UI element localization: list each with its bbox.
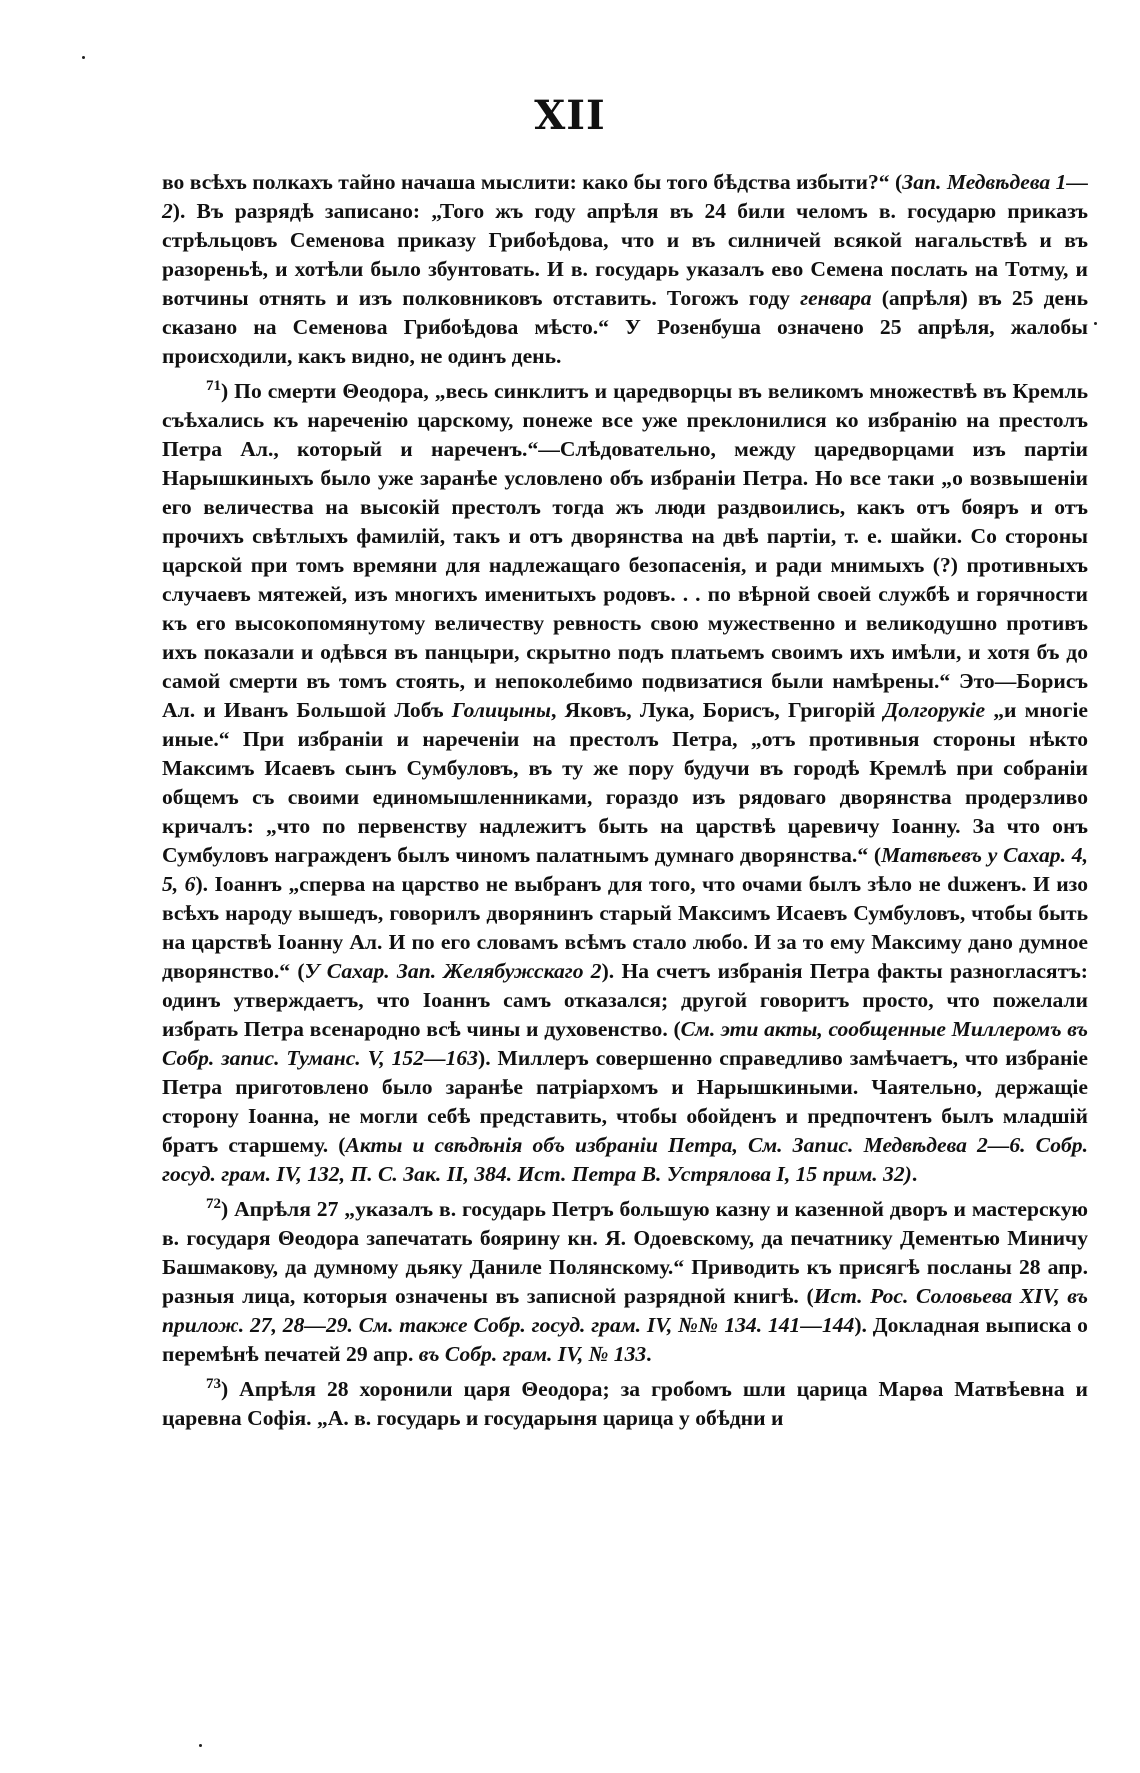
body-text: ). Въ разрядѣ записано: „Того жъ году апрѣля въ 24 били челомъ в. государю приказъ стрѣльцовъ Семенова приказу Грибоѣдова, что и въ силничей всякой нагальствѣ и въ разореньѣ, и хотѣли было збунтовать. И в. государь указалъ ево Семена послать на Тотму, и вотчины отнять и изъ полковниковъ отставить. Тогожъ году — [162, 199, 1088, 310]
body-text: . — [646, 1342, 652, 1366]
citation-text: Зап. Медвѣдева 1—2 — [162, 170, 1088, 223]
body-text: Апрѣля 27 „указалъ в. государь Петръ большую казну и казенной дворъ и мастерскую в. государя Θеодора запечатать боярину кн. Я. Одоевскому, да печатнику Дементью Миничу Башмакову, да думному дьяку Даниле Полянскому.“ Приводить къ присягѣ посланы 28 апр. разныя лица, которыя означены въ записной разрядной книгѣ. ( — [162, 1197, 1088, 1308]
text-paragraph — [162, 168, 1088, 371]
footnote-paren: ) — [221, 379, 229, 403]
body-text: ). Миллеръ совершенно справедливо замѣчаетъ, что избраніе Петра приготовлено было заранѣе патріархомъ и Нарышкиными. Чаятельно, держащіе сторону Іоанна, не могли себѣ представить, чтобы обойденъ и предпочтенъ былъ младшій братъ старшему. ( — [162, 1046, 1089, 1157]
citation-text: Акты и свѣдѣнія объ избраніи Петра, См. Запис. Медвѣдева 2—6. Собр. госуд. грам. IV, 132, П. С. Зак. II, 384. Ист. Петра В. Устрялова I, 15 прим. 32) — [162, 1133, 1088, 1186]
margin-speck — [82, 56, 85, 59]
footnote-number: 72 — [206, 1195, 221, 1212]
body-text: ). Іоаннъ „сперва на царство не выбранъ для того, что очами былъ зѣло не duженъ. И изо всѣхъ народу вышедъ, говорилъ дворянинъ старый Максимъ Исаевъ Сумбуловъ, чтобы быть на царствѣ Іоанну Ал. И по его словамъ всѣмъ стало любо. И за то ему Максиму дано думное дворянство.“ ( — [162, 872, 1088, 983]
citation-text: Долгорукіе — [883, 698, 986, 722]
body-text: ). Докладная выписка о перемѣнѣ печатей 29 апр. — [162, 1313, 1088, 1366]
page-number: XII — [534, 92, 606, 139]
footnote-number: 71 — [206, 377, 221, 394]
citation-text: генвара — [800, 286, 872, 310]
body-text: (апрѣля) въ 25 день сказано на Семенова Грибоѣдова мѣсто.“ У Розенбуша означено 25 апрѣля, жалобы происходили, какъ видно, не одинъ день. — [162, 286, 1088, 368]
footnote-paragraph — [162, 1195, 1088, 1369]
body-text: во всѣхъ полкахъ тайно начаша мыслити: како бы того бѣдства избыти?“ ( — [162, 170, 903, 194]
body-text: „и многіе иные.“ При избраніи и нареченіи на престолъ Петра, „отъ противныя стороны нѣкто Максимъ Исаевъ сынъ Сумбуловъ, въ ту же пору будучи въ городѣ Кремлѣ при собраніи общемъ съ своими единомышленниками, гораздо изъ рядоваго дворянства продерзливо кричалъ: „что по первенству надлежитъ быть на царствѣ царевичу Іоанну. За что онъ Сумбуловъ награжденъ былъ чиномъ палатнымъ думнаго дворянства.“ ( — [162, 698, 1088, 867]
citation-text: Голицыны — [451, 698, 551, 722]
citation-text: Матвѣевъ у Сахар. 4, 5, 6 — [162, 843, 1088, 896]
page-body — [162, 168, 1088, 1439]
citation-text: См. эти акты, сообщенные Миллеромъ въ Собр. запис. Туманс. V, 152—163 — [162, 1017, 1089, 1070]
footnote-paren: ) — [221, 1197, 229, 1221]
margin-speck — [199, 1744, 202, 1747]
body-text: , Яковъ, Лука, Борисъ, Григорій — [551, 698, 884, 722]
footnote-paragraph — [162, 1375, 1088, 1433]
footnote-paragraph — [162, 377, 1088, 1189]
body-text: Апрѣля 28 хоронили царя Θеодора; за гробомъ шли царица Марѳа Матвѣевна и царевна Софія. „А. в. государь и государыня царица у обѣдни и — [162, 1377, 1088, 1430]
margin-speck — [1094, 322, 1097, 325]
citation-text: Ист. Рос. Соловьева XIV, въ прилож. 27, 28—29. См. также Собр. госуд. грам. IV, №№ 134. 141—144 — [162, 1284, 1088, 1337]
citation-text: У Сахар. Зап. Желябужскаго 2 — [304, 959, 602, 983]
footnote-paren: ) — [221, 1377, 229, 1401]
body-text: . — [911, 1162, 918, 1186]
citation-text: въ Собр. грам. IV, № 133 — [418, 1342, 647, 1366]
body-text: По смерти Θеодора, „весь синклитъ и царедворцы въ великомъ множествѣ въ Кремль съѣхались къ нареченію царскому, понеже все уже преклонилися ко избранію на престолъ Петра Ал., который и нареченъ.“—Слѣдовательно, между царедворцами изъ партіи Нарышкиныхъ было уже заранѣе условлено объ избраніи Петра. Но все таки „о возвышеніи его величества на высокій престолъ тогда жъ люди раздвоились, какъ отъ бояръ и отъ прочихъ свѣтлыхъ фамилій, такъ и отъ дворянства на двѣ партіи, т. е. шайки. Со стороны царской при томъ времяни для надлежащаго безопасенія, и ради мнимыхъ (?) противныхъ случаевъ мятежей, изъ многихъ именитыхъ родовъ. . . по вѣрной своей службѣ и горячности къ его высокопомянутому величеству ревность свою мужественно и великодушно противъ ихъ показали и одѣвся въ панцыри, скрытно подъ платьемъ своимъ ихъ имѣли, и хотя бъ до самой смерти въ томъ стоять, и непоколебимо подвизатися были намѣрены.“ Это—Борисъ Ал. и Иванъ Большой Лобъ — [162, 379, 1088, 722]
body-text: ). На счетъ избранія Петра факты разногласятъ: одинъ утверждаетъ, что Іоаннъ самъ отказался; другой говоритъ просто, что пожелали избрать Петра всенародно всѣ чины и духовенство. ( — [162, 959, 1088, 1041]
footnote-number: 73 — [206, 1375, 221, 1392]
